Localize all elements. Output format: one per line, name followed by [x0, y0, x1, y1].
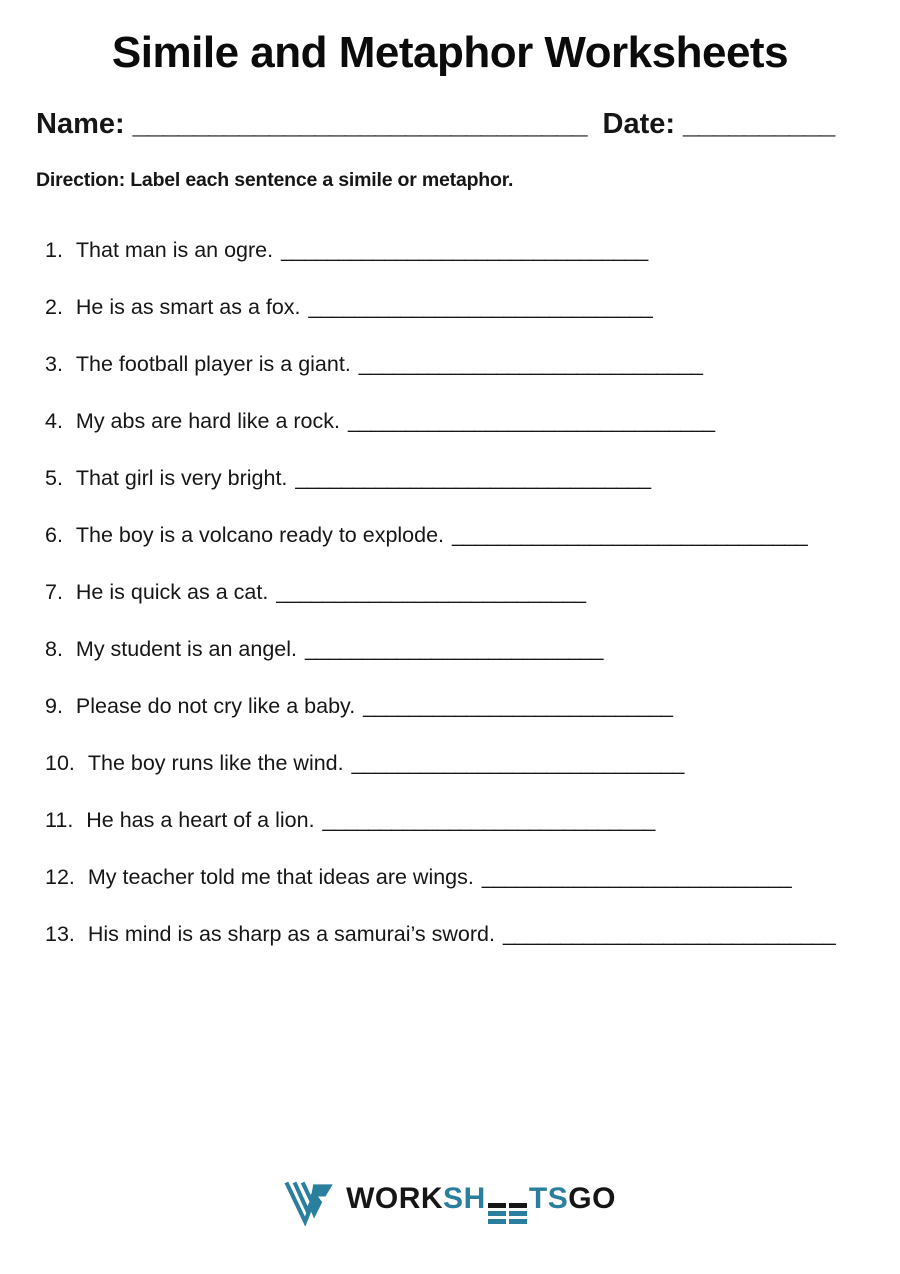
- worksheet-item: [45, 352, 900, 377]
- name-blank-line: ______________________________: [132, 108, 587, 140]
- item-sentence: His mind is as sharp as a samurai’s sword.: [87, 922, 495, 946]
- footer-logo: [0, 1180, 900, 1226]
- item-sentence: The boy runs like the wind.: [87, 751, 344, 775]
- logo-word-sheets: S H T S: [443, 1182, 568, 1224]
- item-sentence: My abs are hard like a rock.: [75, 409, 340, 433]
- item-sentence: The boy is a volcano ready to explode.: [75, 523, 445, 547]
- answer-blank-line: _____________________________: [322, 808, 655, 832]
- item-number: 2.: [45, 295, 69, 319]
- item-sentence: He has a heart of a lion.: [86, 808, 315, 832]
- item-sentence: He is quick as a cat.: [75, 580, 269, 604]
- logo-word-work: WORK: [346, 1181, 444, 1215]
- worksheet-item: [45, 580, 900, 605]
- worksheet-item: [45, 808, 900, 833]
- worksheet-item: [45, 523, 900, 548]
- name-label: Name:: [36, 108, 125, 140]
- item-number: 5.: [45, 466, 69, 490]
- name-date-row: [36, 108, 866, 141]
- item-number: 12.: [45, 865, 81, 889]
- stylized-e-glyph: [509, 1203, 527, 1224]
- worksheet-item: [45, 295, 900, 320]
- item-number: 9.: [45, 694, 69, 718]
- answer-blank-line: _____________________________: [502, 922, 836, 946]
- item-number: 3.: [45, 352, 69, 376]
- answer-blank-line: ______________________________: [308, 295, 653, 319]
- item-sentence: My student is an angel.: [75, 637, 298, 661]
- worksheetsgo-w-icon: [284, 1180, 336, 1226]
- answer-blank-line: ______________________________: [358, 352, 703, 376]
- direction-text: Direction: Label each sentence a simile or metaphor.: [36, 169, 514, 191]
- worksheet-items: [45, 238, 900, 947]
- item-number: 4.: [45, 409, 69, 433]
- logo-text: [346, 1182, 616, 1224]
- item-number: 13.: [45, 922, 81, 946]
- worksheet-item: [45, 865, 900, 890]
- logo-word-go: GO: [568, 1181, 616, 1215]
- item-sentence: My teacher told me that ideas are wings.: [87, 865, 474, 889]
- answer-blank-line: _______________________________: [452, 523, 808, 547]
- item-number: 6.: [45, 523, 69, 547]
- item-sentence: He is as smart as a fox.: [75, 295, 301, 319]
- answer-blank-line: _______________________________: [295, 466, 651, 490]
- worksheet-item: [45, 238, 900, 263]
- item-sentence: That man is an ogre.: [75, 238, 274, 262]
- date-label: Date:: [602, 108, 676, 140]
- answer-blank-line: ________________________________: [281, 238, 648, 262]
- worksheet-item: [45, 409, 900, 434]
- item-number: 11.: [45, 808, 80, 832]
- answer-blank-line: ___________________________: [276, 580, 586, 604]
- stylized-e-glyph: [488, 1203, 506, 1224]
- answer-blank-line: ___________________________: [481, 865, 792, 889]
- worksheet-item: [45, 694, 900, 719]
- worksheet-item: [45, 637, 900, 662]
- page-title: Simile and Metaphor Worksheets: [111, 28, 789, 77]
- date-blank-line: __________: [683, 108, 835, 140]
- answer-blank-line: __________________________: [305, 637, 603, 661]
- answer-blank-line: _____________________________: [351, 751, 684, 775]
- item-sentence: The football player is a giant.: [75, 352, 351, 376]
- item-number: 1.: [45, 238, 69, 262]
- item-number: 7.: [45, 580, 69, 604]
- worksheet-item: [45, 466, 900, 491]
- worksheet-item: [45, 751, 900, 776]
- worksheet-item: [45, 922, 900, 947]
- item-sentence: Please do not cry like a baby.: [75, 694, 356, 718]
- answer-blank-line: ________________________________: [348, 409, 715, 433]
- item-sentence: That girl is very bright.: [75, 466, 288, 490]
- answer-blank-line: ___________________________: [363, 694, 673, 718]
- item-number: 8.: [45, 637, 69, 661]
- item-number: 10.: [45, 751, 81, 775]
